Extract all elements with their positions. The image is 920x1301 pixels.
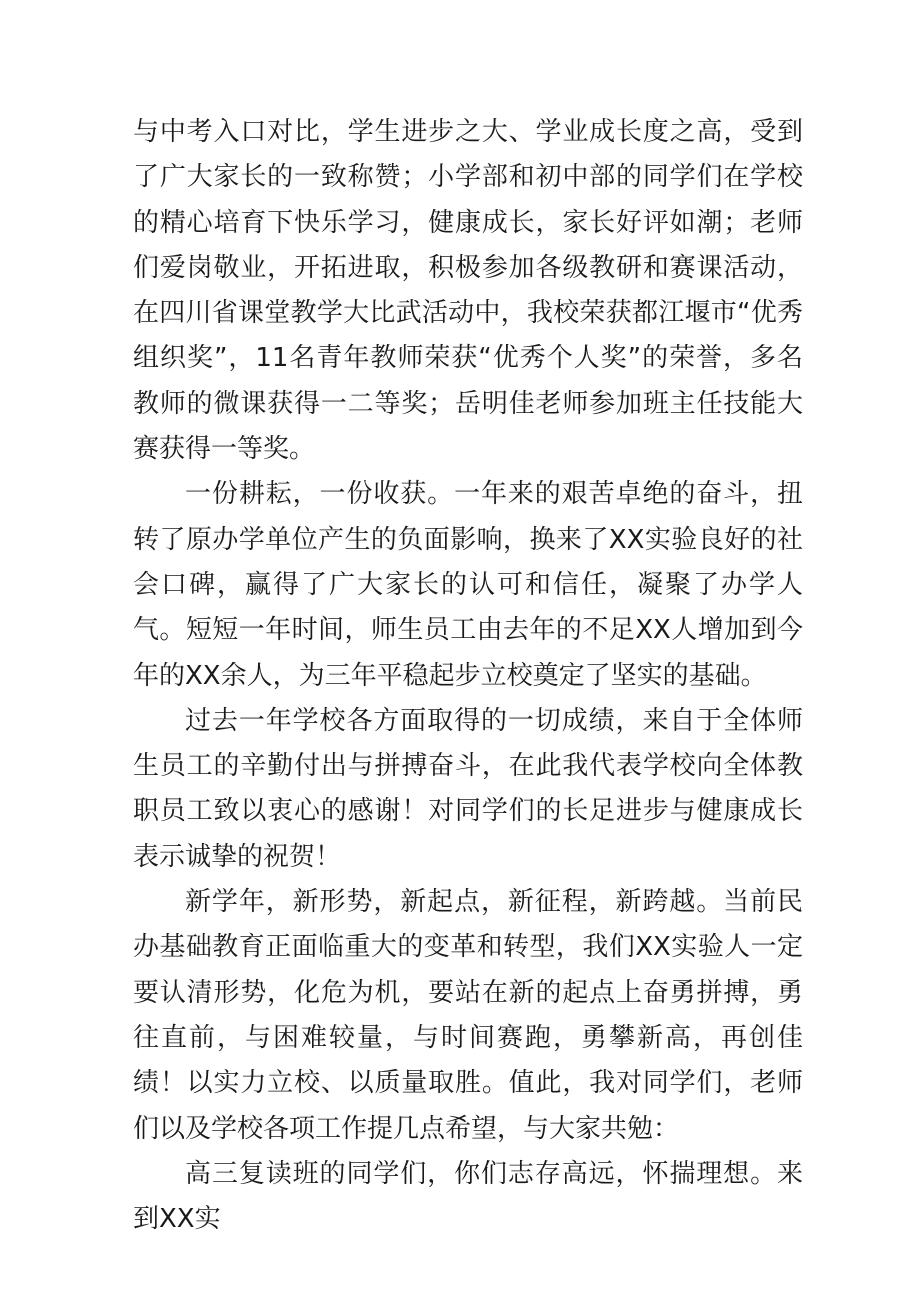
paragraph-harvest: 一份耕耘，一份收获。一年来的艰苦卓绝的奋斗，扭转了原办学单位产生的负面影响，换来了XX实验良好的社会口碑，赢得了广大家长的认可和信任，凝聚了办学人气。短短一年时间，师生员工由去年的不足XX人增加到今年的XX余人，为三年平稳起步立校奠定了坚实的基础。 [133, 479, 803, 691]
document-body [133, 110, 803, 1242]
paragraph-achievements: 与中考入口对比，学生进步之大、学业成长度之高，受到了广大家长的一致称赞；小学部和初中部的同学们在学校的精心培育下快乐学习，健康成长，家长好评如潮；老师们爱岗敬业，开拓进取，积极参加各级教研和赛课活动，在四川省课堂教学大比武活动中，我校荣获都江堰市“优秀组织奖”，11名青年教师荣获“优秀个人奖”的荣誉，多名教师的微课获得一二等奖；岳明佳老师参加班主任技能大赛获得一等奖。 [133, 117, 803, 465]
paragraph-thanks: 过去一年学校各方面取得的一切成绩，来自于全体师生员工的辛勤付出与拼搏奋斗，在此我代表学校向全体教职员工致以衷心的感谢！对同学们的长足进步与健康成长表示诚挚的祝贺！ [133, 705, 803, 872]
paragraph-senior-students: 高三复读班的同学们，你们志存高远，怀揣理想。来到XX实 [133, 1158, 803, 1235]
paragraph-new-year: 新学年，新形势，新起点，新征程，新跨越。当前民办基础教育正面临重大的变革和转型，我们XX实验人一定要认清形势，化危为机，要站在新的起点上奋勇拼搏，勇往直前，与困难较量，与时间赛跑，勇攀新高，再创佳绩！以实力立校、以质量取胜。值此，我对同学们，老师们以及学校各项工作提几点希望，与大家共勉： [133, 887, 803, 1144]
